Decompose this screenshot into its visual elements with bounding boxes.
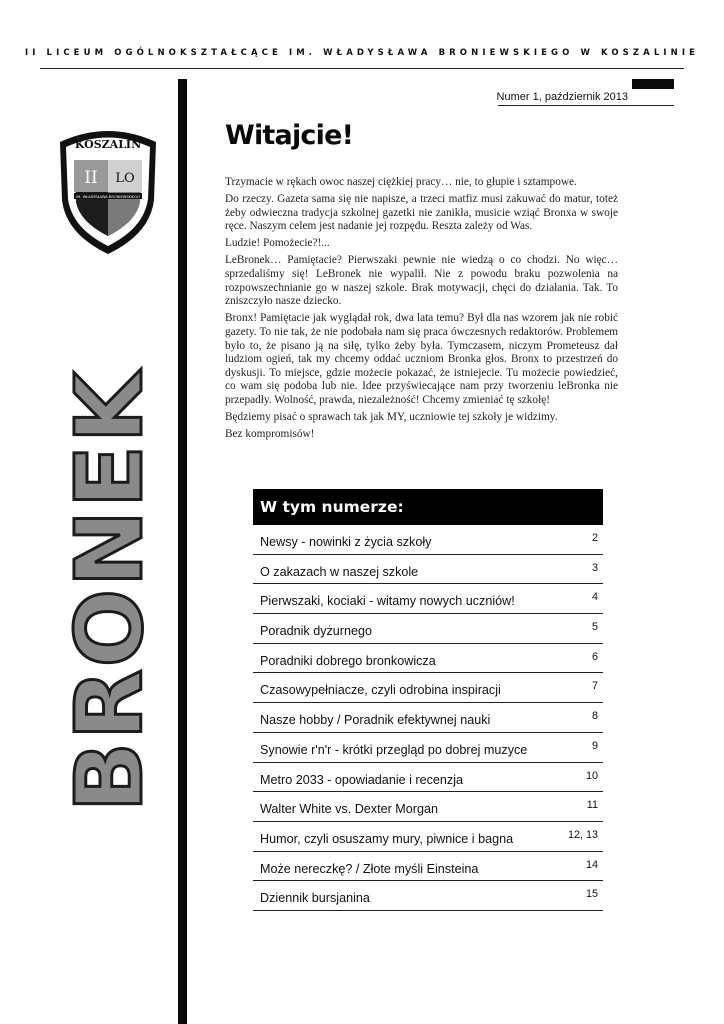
crest-ribbon-text: IM. WŁADYSŁAWA BRONIEWSKIEGO xyxy=(76,195,140,199)
editorial-paragraph: Ludzie! Pomożecie?!... xyxy=(225,237,330,250)
toc-item-title: Może nereczkę? / Złote myśli Einsteina xyxy=(260,861,479,876)
toc-item[interactable] xyxy=(253,822,603,852)
toc-item-page: 11 xyxy=(586,799,598,812)
toc-item[interactable] xyxy=(253,555,603,585)
toc-item[interactable] xyxy=(253,763,603,793)
toc-item-page: 6 xyxy=(591,650,598,663)
editorial-paragraph: Bez kompromisów! xyxy=(225,428,315,441)
issue-black-tab xyxy=(632,79,674,89)
toc-item-page: 8 xyxy=(591,710,598,723)
vertical-black-bar xyxy=(178,79,187,1024)
toc-item-page: 5 xyxy=(591,621,598,634)
editorial-paragraph: LeBronek… Pamiętacie? Pierwszaki pewnie nie wiedzą o co chodzi. No więc… sprzedaliśmy się! LeBronek nie wypalił. Nie z powodu braku pozwolenia na rozpowszechnianie go w naszej szkole. Brak motywacji, chęci do działania. Tak. To zniszczyło nasze dziecko. xyxy=(225,254,618,308)
crest-numeral-text: II xyxy=(84,168,98,188)
toc-item[interactable] xyxy=(253,703,603,733)
toc-item-page: 10 xyxy=(585,769,598,782)
toc-item[interactable] xyxy=(253,881,603,911)
toc-item-title: Humor, czyli osuszamy mury, piwnice i bagna xyxy=(260,831,514,846)
editorial-paragraph: Trzymacie w rękach owoc naszej ciężkiej pracy… nie, to głupie i sztampowe. xyxy=(225,176,577,188)
toc-item[interactable] xyxy=(253,792,603,822)
toc-item[interactable] xyxy=(253,852,603,882)
toc-item-page: 14 xyxy=(585,858,598,871)
header-rule xyxy=(40,68,684,69)
toc-item-title: O zakazach w naszej szkole xyxy=(260,564,419,579)
toc-item-title: Nasze hobby / Poradnik efektywnej nauki xyxy=(260,713,491,728)
toc-item[interactable] xyxy=(253,644,603,674)
toc-item-title: Czasowypełniacze, czyli odrobina inspiracji xyxy=(260,683,501,698)
school-crest-logo xyxy=(54,122,162,256)
toc-item-page: 12, 13 xyxy=(567,828,598,841)
crest-lo-text: LO xyxy=(115,171,135,186)
editorial-body xyxy=(225,176,618,445)
toc-item[interactable] xyxy=(253,733,603,763)
toc-item-page: 15 xyxy=(585,888,598,901)
toc-item-title: Poradniki dobrego bronkowicza xyxy=(260,653,436,668)
toc-item-page: 9 xyxy=(591,739,598,752)
editorial-title: Witajcie! xyxy=(225,120,354,151)
toc-item-page: 3 xyxy=(591,561,598,574)
editorial-paragraph: Do rzeczy. Gazeta sama się nie napisze, a trzeci matfiz musi zakuwać do matur, toteż żeby odwieczna tradycja szkolnej gazetki nie zanikła, musicie wziąć Bronxa w swoje ręce. Naszym celem jest nadanie jej rozpędu. Reszta zależy od Was. xyxy=(225,193,618,233)
toc-item-title: Dziennik bursjanina xyxy=(260,891,370,906)
toc-item-page: 2 xyxy=(591,532,598,544)
issue-rule xyxy=(498,105,674,106)
toc-item-title: Newsy - nowinki z życia szkoły xyxy=(260,535,432,549)
toc-item-title: Synowie r'n'r - krótki przegląd po dobrej muzyce xyxy=(260,742,528,757)
toc-item[interactable] xyxy=(253,673,603,703)
toc-item[interactable] xyxy=(253,525,603,555)
toc-item-title: Metro 2033 - opowiadanie i recenzja xyxy=(260,772,464,787)
masthead xyxy=(56,326,163,856)
school-name-header: II LICEUM OGÓLNOKSZTAŁCĄCE IM. WŁADYSŁAWA BRONIEWSKIEGO W KOSZALINIE xyxy=(24,48,700,58)
toc-item[interactable] xyxy=(253,584,603,614)
issue-number: Numer 1, październik 2013 xyxy=(496,91,628,103)
toc-item-page: 4 xyxy=(591,591,598,604)
editorial-paragraph: Bronx! Pamiętacie jak wyglądał rok, dwa lata temu? Był dla nas wzorem jak nie robić gazety. To nie tak, że nie podobała nam się praca ówczesnych redaktorów. Problemem było to, że pisano ją na siłę, tylko żeby była. Tymczasem, niczym Prometeusz dał ludziom ogień, tak my chcemy oddać uczniom Bronka głos. Bronx to przestrzeń do dyskusji. To miejsce, gdzie możecie pokazać, że istniejecie. Tu możecie powiedzieć, co wam się podoba lub nie. Idee przyświecające nam przy tworzeniu leBronka nie przepadły. Wolność, prawda, niezależność! Chcemy zmieniać tę szkołę! xyxy=(225,312,618,406)
toc-item-title: Walter White vs. Dexter Morgan xyxy=(260,802,438,817)
crest-city-text: KOSZALIN xyxy=(74,138,142,151)
toc-item-title: Pierwszaki, kociaki - witamy nowych uczniów! xyxy=(260,594,515,609)
toc-item-page: 7 xyxy=(591,680,598,693)
masthead-title: BRONEK xyxy=(56,369,163,813)
editorial-paragraph: Będziemy pisać o sprawach tak jak MY, uczniowie tej szkoły je widzimy. xyxy=(225,411,558,423)
table-of-contents xyxy=(253,489,603,911)
toc-item[interactable] xyxy=(253,614,603,644)
toc-heading: W tym numerze: xyxy=(253,489,603,525)
toc-item-title: Poradnik dyżurnego xyxy=(260,624,373,639)
